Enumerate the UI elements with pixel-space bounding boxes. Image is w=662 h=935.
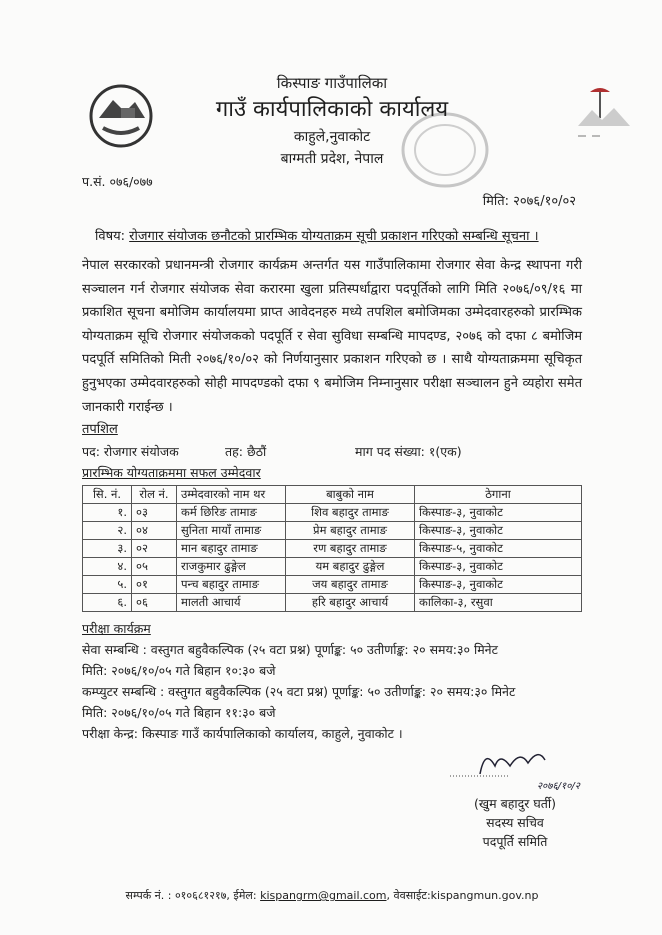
cell-father: हरि बहादुर आचार्य: [286, 594, 415, 612]
cell-father: रण बहादुर तामाङ: [286, 540, 415, 558]
post-details-row: [82, 441, 582, 462]
table-row: [83, 558, 582, 576]
cell-address: किस्पाङ-३, नुवाकोट: [415, 504, 582, 522]
cell-serial: ६.: [83, 594, 132, 612]
office-title: गाउँ कार्यपालिकाको कार्यालय: [215, 97, 449, 122]
cell-name: सुनिता मायाँ तामाङ: [177, 522, 286, 540]
exam-heading: परीक्षा कार्यक्रम: [82, 621, 151, 637]
col-address: ठेगाना: [415, 486, 582, 504]
table-row: [83, 522, 582, 540]
cell-name: मालती आचार्य: [177, 594, 286, 612]
cell-roll: ०१: [132, 576, 177, 594]
subject-label: विषय:: [95, 229, 126, 244]
reference-number: प.सं. ०७६/०७७: [82, 174, 153, 189]
exam-computer-date: मिति: २०७६/१०/०५ गते बिहान ११:३० बजे: [82, 705, 276, 721]
cell-roll: ०६: [132, 594, 177, 612]
cell-name: राजकुमार ढुङ्गेल: [177, 558, 286, 576]
cell-father: यम बहादुर ढुङ्गेल: [286, 558, 415, 576]
cell-address: किस्पाङ-३, नुवाकोट: [415, 522, 582, 540]
exam-service-date: मिति: २०७६/१०/०५ गते बिहान १०:३० बजे: [82, 663, 276, 679]
cell-roll: ०४: [132, 522, 177, 540]
office-province: बाग्मती प्रदेश, नेपाल: [280, 151, 384, 167]
signature: [450, 746, 580, 780]
cell-roll: ०५: [132, 558, 177, 576]
signatory-role: सदस्य सचिव: [486, 815, 544, 831]
cell-father: प्रेम बहादुर तामाङ: [286, 522, 415, 540]
cell-address: कालिका-३, रसुवा: [415, 594, 582, 612]
cell-serial: १.: [83, 504, 132, 522]
cell-name: पन्च बहादुर तामाङ: [177, 576, 286, 594]
subject-text: रोजगार संयोजक छनौटको प्रारम्भिक योग्यताक्रम सूची प्रकाशन गरिएको सम्बन्धि सूचना ।: [129, 229, 539, 244]
table-row: [83, 504, 582, 522]
cell-name: मान बहादुर तामाङ: [177, 540, 286, 558]
details-heading: तपशिल: [82, 422, 118, 438]
exam-service: सेवा सम्बन्धि : वस्तुगत बहुवैकल्पिक (२५ वटा प्रश्न) पूर्णाङ्क: ५० उतीर्णाङ्क: २० समय:३० मिनेट: [82, 642, 498, 658]
cell-father: जय बहादुर तामाङ: [286, 576, 415, 594]
signature-block: [450, 746, 580, 851]
post-level: तह: छैठौं: [225, 444, 267, 460]
signatory-committee: पदपूर्ति समिति: [482, 834, 548, 850]
col-serial: सि. नं.: [83, 486, 132, 504]
cell-address: किस्पाङ-३, नुवाकोट: [415, 576, 582, 594]
cell-serial: ४.: [83, 558, 132, 576]
col-roll: रोल नं.: [132, 486, 177, 504]
cell-serial: ३.: [83, 540, 132, 558]
office-address: काहुले,नुवाकोट: [293, 129, 371, 145]
footer-website: , वेवसाईट:kispangmun.gov.np: [386, 889, 539, 903]
vacancy-count: माग पद संख्या: १(एक): [355, 444, 462, 460]
cell-name: कर्म छिरिङ तामाङ: [177, 504, 286, 522]
exam-computer: कम्प्युटर सम्बन्धि : वस्तुगत बहुवैकल्पिक (२५ वटा प्रश्न) पूर्णाङ्क: ५० उतीर्णाङ्क: २० समय:३० मिनेट: [82, 684, 516, 700]
cell-father: शिव बहादुर तामाङ: [286, 504, 415, 522]
post-name: पद: रोजगार संयोजक: [82, 444, 179, 460]
letter-date: मिति: २०७६/१०/०२: [482, 194, 576, 209]
table-header-row: [83, 486, 582, 504]
table-row: [83, 540, 582, 558]
footer-contact: [82, 887, 582, 905]
footer-email-link[interactable]: kispangrm@gmail.com: [260, 889, 387, 903]
cell-roll: ०३: [132, 504, 177, 522]
table-row: [83, 594, 582, 612]
cell-address: किस्पाङ-५, नुवाकोट: [415, 540, 582, 558]
cell-roll: ०२: [132, 540, 177, 558]
footer-phone: सम्पर्क नं. : ०१०६८१२१७, ईमेल:: [125, 889, 261, 903]
table-row: [83, 576, 582, 594]
col-name: उम्मेदवारको नाम थर: [177, 486, 286, 504]
subject-line: [82, 226, 582, 248]
cell-serial: २.: [83, 522, 132, 540]
body-paragraph: नेपाल सरकारको प्रधानमन्त्री रोजगार कार्यक्रम अन्तर्गत यस गाउँपालिकामा रोजगार सेवा केन्द्र स्थापना गरी सञ्चालन गर्न रोजगार संयोजक सेवा करारमा खुला प्रतिस्पर्धाद्वारा पदपूर्तिको लागि मिति २०७६/०९/१६ मा प्रकाशित सूचना बमोजिम कार्यालयमा प्राप्त आवेदनहरु मध्ये तपशिल बमोजिमका उम्मेदवारहरुको प्रारम्भिक योग्यताक्रम सूचि रोजगार संयोजकको पदपूर्ति र सेवा सुविधा सम्बन्धि मापदण्ड, २०७६ को दफा ८ बमोजिम पदपूर्ति समितिको मिती २०७६/१०/०२ को निर्णयानुसार प्रकाशन गरिएको छ । साथै योग्यताक्रममा सूचिकृत हुनुभएका उम्मेदवारहरुको सोही मापदण्डको दफा ९ बमोजिम निम्नानुसार परीक्षा सञ्चालन हुने व्यहोरा समेत जानकारी गराईन्छ ।: [82, 258, 582, 415]
cell-serial: ५.: [83, 576, 132, 594]
signatory-name: (खुम बहादुर घर्ती): [474, 796, 556, 812]
exam-center: परीक्षा केन्द्र: किस्पाङ गाउँ कार्यपालिकाको कार्यालय, काहुले, नुवाकोट ।: [82, 726, 403, 742]
table-heading: प्रारम्भिक योग्यताक्रममा सफल उम्मेदवार: [82, 465, 261, 481]
candidate-table: [82, 485, 582, 612]
cell-address: किस्पाङ-३, नुवाकोट: [415, 558, 582, 576]
signature-handwritten-date: २०७६/१०/२: [536, 781, 580, 793]
municipality-name: किस्पाङ गाउँपालिका: [276, 74, 388, 92]
col-father: बाबुको नाम: [286, 486, 415, 504]
